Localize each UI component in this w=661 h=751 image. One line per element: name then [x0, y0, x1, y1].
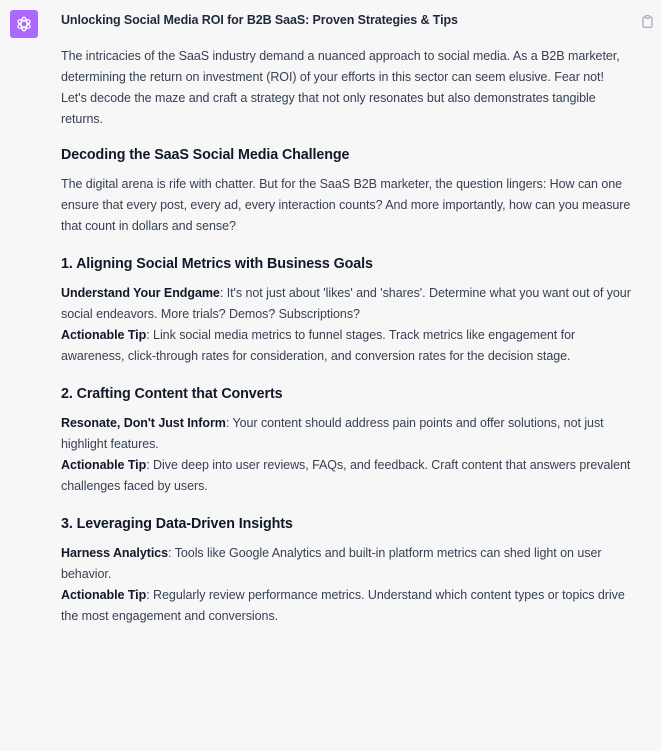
section-lead — [61, 413, 631, 455]
section-heading: 1. Aligning Social Metrics with Business Goals — [61, 256, 373, 272]
tip-text: : Regularly review performance metrics. Understand which content types or topics drive the most engagement and conversions. — [61, 588, 625, 623]
section-lead — [61, 283, 631, 325]
section-tip — [61, 585, 631, 627]
message-title: Unlocking Social Media ROI for B2B SaaS: Proven Strategies & Tips — [61, 13, 458, 27]
challenge-paragraph: The digital arena is rife with chatter. But for the SaaS B2B marketer, the question lingers: How can one ensure that every post, every ad, every interaction counts? And more importantly, how can you measure that count in dollars and sense? — [61, 177, 631, 233]
section-2 — [61, 384, 631, 497]
section-tip — [61, 455, 631, 497]
tip-text: : Dive deep into user reviews, FAQs, and feedback. Craft content that answers prevalent challenges faced by users. — [61, 458, 631, 493]
tip-label: Actionable Tip — [61, 588, 147, 602]
tip-label: Actionable Tip — [61, 328, 147, 342]
lead-text: : Your content should address pain points and offer solutions, not just highlight features. — [61, 416, 604, 451]
message-content — [61, 13, 631, 644]
copy-button[interactable] — [641, 14, 653, 28]
tip-text: : Link social media metrics to funnel stages. Track metrics like engagement for awareness, click-through rates for consideration, and conversion rates for the decision stage. — [61, 328, 576, 363]
section-1 — [61, 254, 631, 367]
challenge-section — [61, 145, 631, 237]
section-tip — [61, 325, 631, 367]
section-lead — [61, 543, 631, 585]
section-3 — [61, 514, 631, 627]
assistant-avatar — [10, 10, 38, 38]
lead-text: : It's not just about 'likes' and 'shares'. Determine what you want out of your social endeavors. More trials? Demos? Subscriptions? — [61, 286, 631, 321]
lead-label: Resonate, Don't Just Inform — [61, 416, 226, 430]
intro-paragraph: The intricacies of the SaaS industry demand a nuanced approach to social media. As a B2B marketer, determining the return on investment (ROI) of your efforts in this sector can seem elusive. Fear not! Let's decode the maze and craft a strategy that not only resonates but also demonstrates tangible returns. — [61, 49, 620, 126]
section-heading: 3. Leveraging Data-Driven Insights — [61, 516, 293, 532]
lead-label: Harness Analytics — [61, 546, 169, 560]
section-heading: 2. Crafting Content that Converts — [61, 386, 283, 402]
lead-label: Understand Your Endgame — [61, 286, 220, 300]
clipboard-icon — [642, 15, 653, 28]
tip-label: Actionable Tip — [61, 458, 147, 472]
lead-text: : Tools like Google Analytics and built-in platform metrics can shed light on user behavior. — [61, 546, 602, 581]
challenge-heading: Decoding the SaaS Social Media Challenge — [61, 147, 350, 163]
openai-logo-icon — [15, 15, 33, 33]
